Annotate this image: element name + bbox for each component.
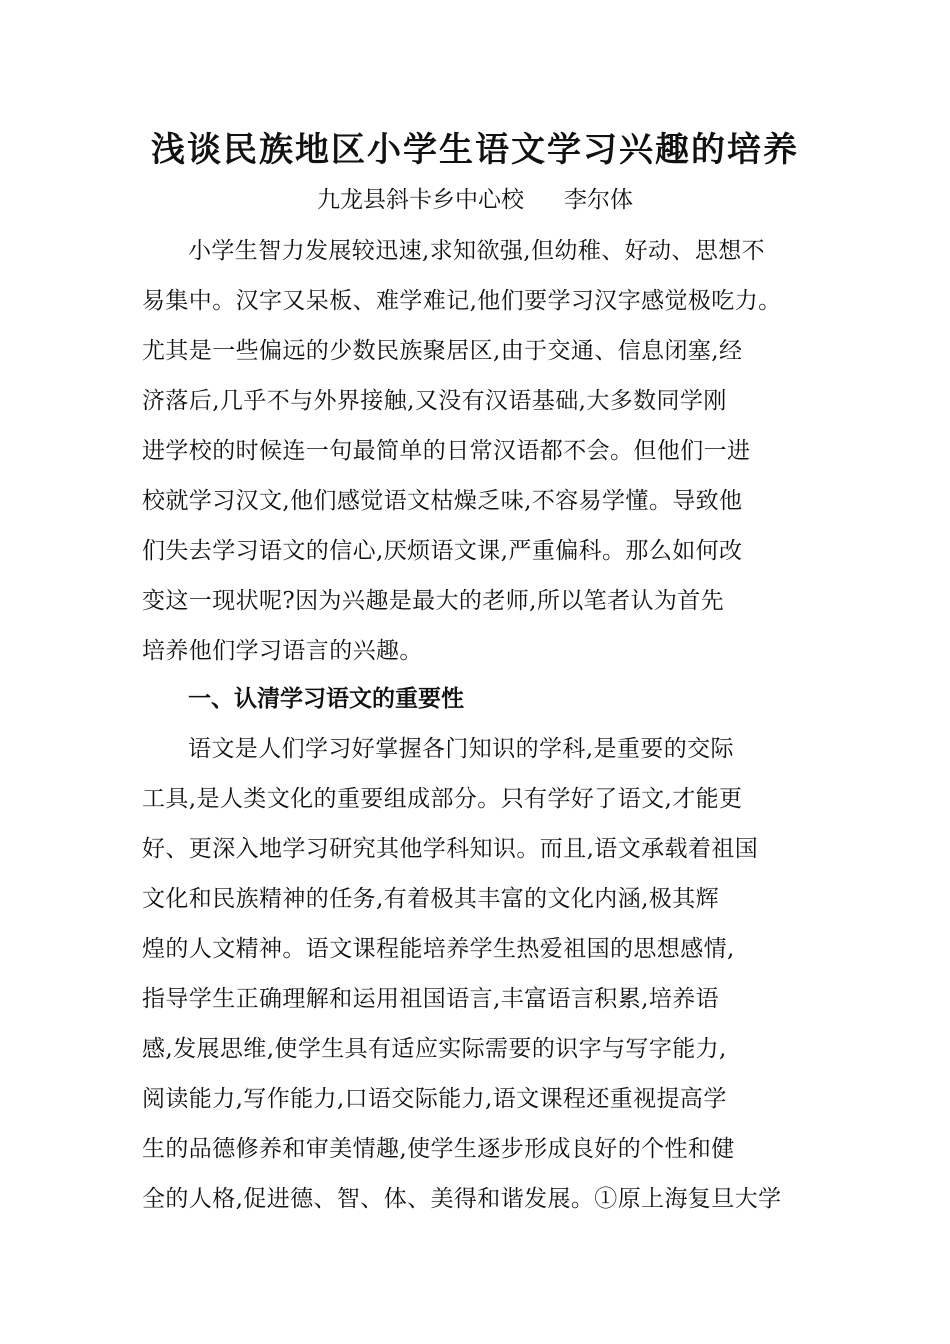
paragraph-line: 好、更深入地学习研究其他学科知识。而且,语文承载着祖国: [142, 836, 759, 862]
paragraph-line: 尤其是一些偏远的少数民族聚居区,由于交通、信息闭塞,经: [142, 338, 743, 364]
author-school: 九龙县斜卡乡中心校: [317, 187, 524, 213]
document-title: 浅谈民族地区小学生语文学习兴趣的培养: [151, 130, 799, 170]
paragraph-line: 指导学生正确理解和运用祖国语言,丰富语言积累,培养语: [142, 986, 720, 1012]
paragraph-1: [142, 226, 822, 676]
paragraph-line: 生的品德修养和审美情趣,使学生逐步形成良好的个性和健: [142, 1136, 735, 1162]
paragraph-line: 文化和民族精神的任务,有着极其丰富的文化内涵,极其辉: [142, 886, 720, 912]
paragraph-line: 小学生智力发展较迅速,求知欲强,但幼稚、好动、思想不: [188, 238, 766, 264]
section-heading: 一、认清学习语文的重要性: [188, 685, 464, 712]
paragraph-line: 济落后,几乎不与外界接触,又没有汉语基础,大多数同学刚: [142, 388, 727, 414]
paragraph-line: 变这一现状呢?因为兴趣是最大的老师,所以笔者认为首先: [142, 588, 725, 614]
paragraph-line: 煌的人文精神。语文课程能培养学生热爱祖国的思想感情,: [142, 936, 735, 962]
paragraph-line: 全的人格,促进德、智、体、美得和谐发展。①原上海复旦大学: [142, 1186, 782, 1212]
author-line: [0, 180, 950, 220]
paragraph-line: 易集中。汉字又呆板、难学难记,他们要学习汉字感觉极吃力。: [142, 288, 782, 314]
paragraph-line: 语文是人们学习好掌握各门知识的学科,是重要的交际: [188, 736, 734, 762]
paragraph-line: 培养他们学习语言的兴趣。: [142, 638, 423, 664]
author-name: 李尔体: [564, 187, 633, 213]
paragraph-line: 们失去学习语文的信心,厌烦语文课,严重偏科。那么如何改: [142, 538, 743, 564]
paragraph-line: 校就学习汉文,他们感觉语文枯燥乏味,不容易学懂。导致他: [142, 488, 743, 514]
paragraph-line: 感,发展思维,使学生具有适应实际需要的识字与写字能力,: [142, 1036, 727, 1062]
paragraph-2: [142, 724, 822, 1224]
paragraph-line: 工具,是人类文化的重要组成部分。只有学好了语文,才能更: [142, 786, 743, 812]
paragraph-line: 阅读能力,写作能力,口语交际能力,语文课程还重视提高学: [142, 1086, 727, 1112]
paragraph-line: 进学校的时候连一句最简单的日常汉语都不会。但他们一进: [142, 438, 751, 464]
